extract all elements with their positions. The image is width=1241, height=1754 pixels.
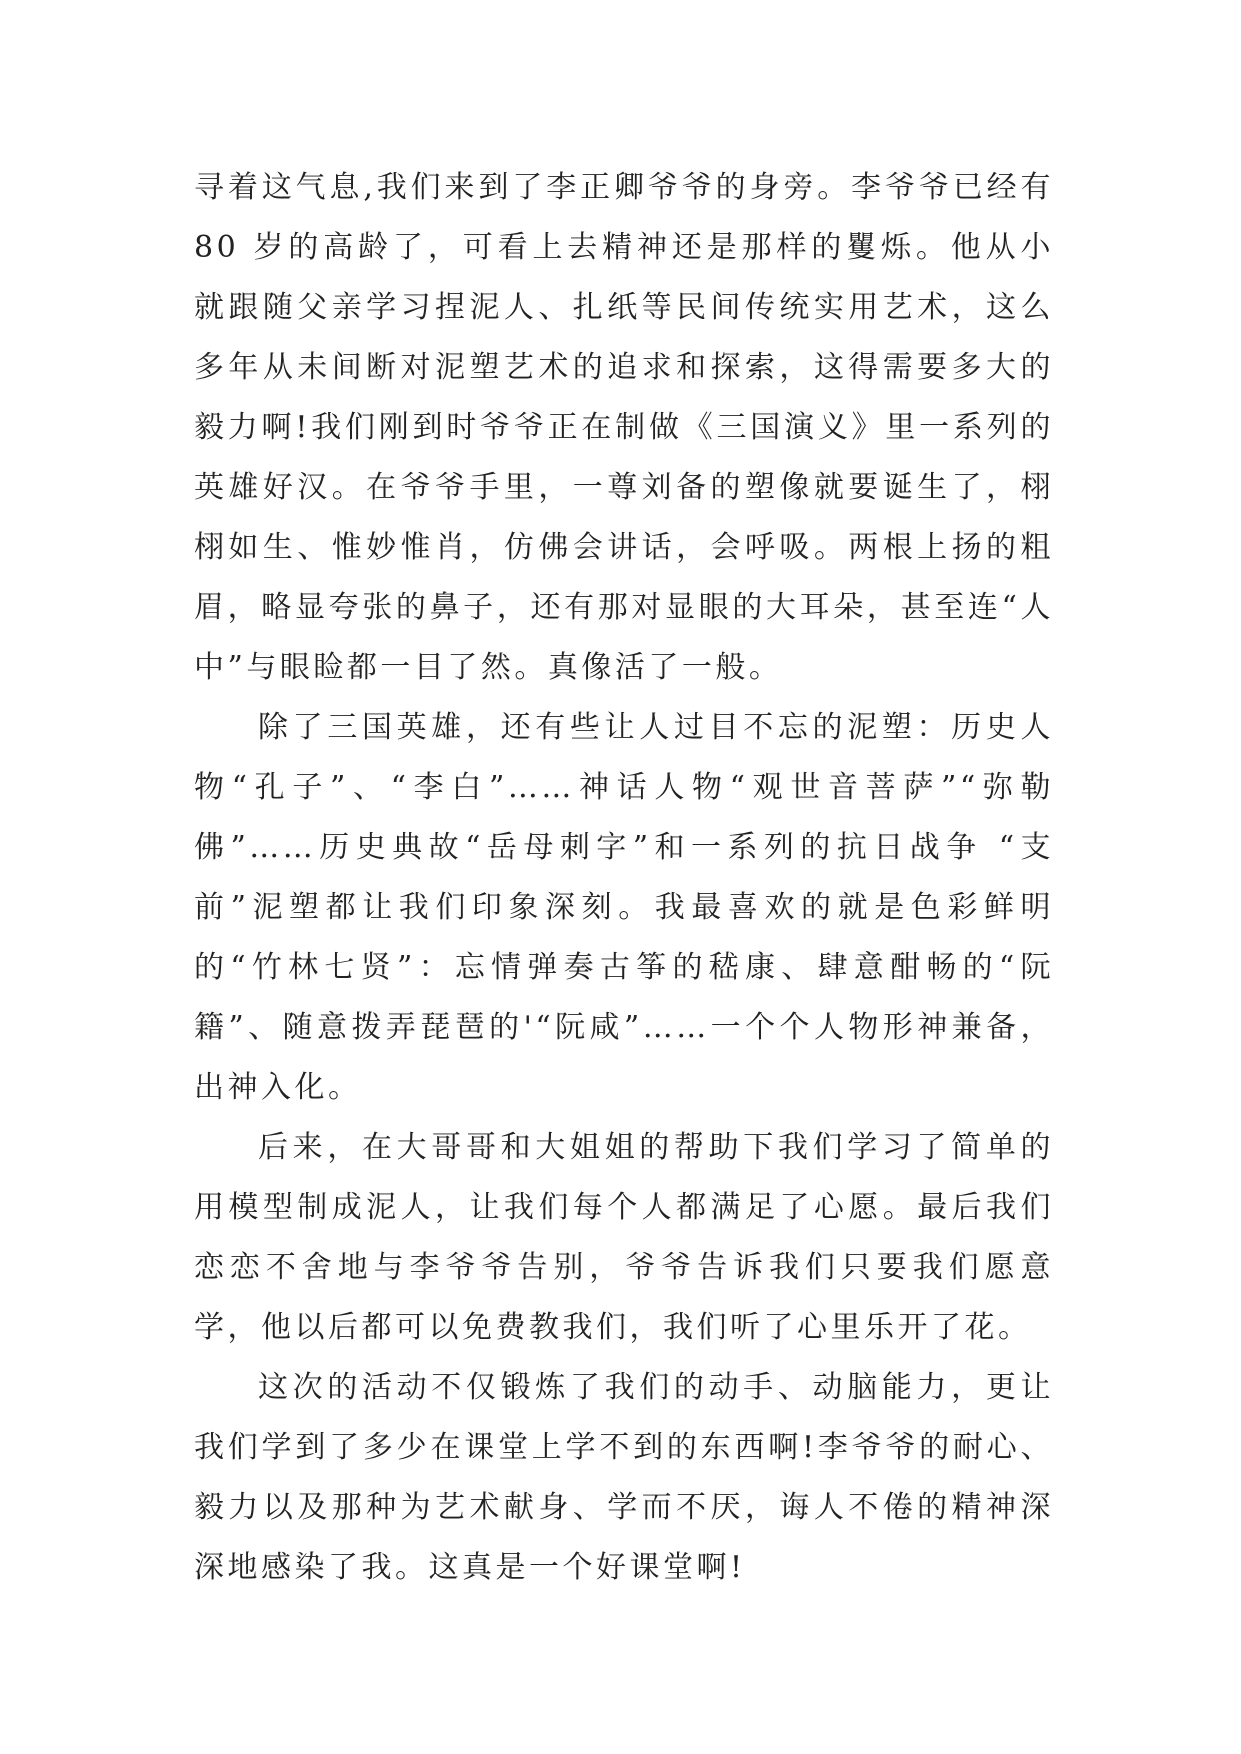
paragraph-3: 后来，在大哥哥和大姐姐的帮助下我们学习了简单的用模型制成泥人，让我们每个人都满足了心愿。最后我们恋恋不舍地与李爷爷告别，爷爷告诉我们只要我们愿意学，他以后都可以免费教我们，我们听了心里乐开了花。 [194, 1130, 1054, 1345]
paragraph-4: 这次的活动不仅锻炼了我们的动手、动脑能力，更让我们学到了多少在课堂上学不到的东西啊!李爷爷的耐心、毅力以及那种为艺术献身、学而不厌，诲人不倦的精神深深地感染了我。这真是一个好课堂啊! [194, 1370, 1054, 1585]
paragraph-2: 除了三国英雄，还有些让人过目不忘的泥塑：历史人物“孔子”、“李白”……神话人物“观世音菩萨”“弥勒佛”……历史典故“岳母刺字”和一系列的抗日战争 “支前”泥塑都让我们印象深刻。我最喜欢的就是色彩鲜明的“竹林七贤”：忘情弹奏古筝的嵇康、肆意酣畅的“阮籍”、随意拨弄琵琶的'“阮咸”……一个个人物形神兼备，出神入化。 [194, 710, 1054, 1105]
document-body [194, 158, 1054, 1598]
paragraph-1: 寻着这气息,我们来到了李正卿爷爷的身旁。李爷爷已经有 80 岁的高龄了，可看上去精神还是那样的矍烁。他从小就跟随父亲学习捏泥人、扎纸等民间传统实用艺术，这么多年从未间断对泥塑艺术的追求和探索，这得需要多大的毅力啊!我们刚到时爷爷正在制做《三国演义》里一系列的英雄好汉。在爷爷手里，一尊刘备的塑像就要诞生了，栩栩如生、惟妙惟肖，仿佛会讲话，会呼吸。两根上扬的粗眉，略显夸张的鼻子，还有那对显眼的大耳朵，甚至连“人中”与眼睑都一目了然。真像活了一般。 [194, 170, 1054, 685]
